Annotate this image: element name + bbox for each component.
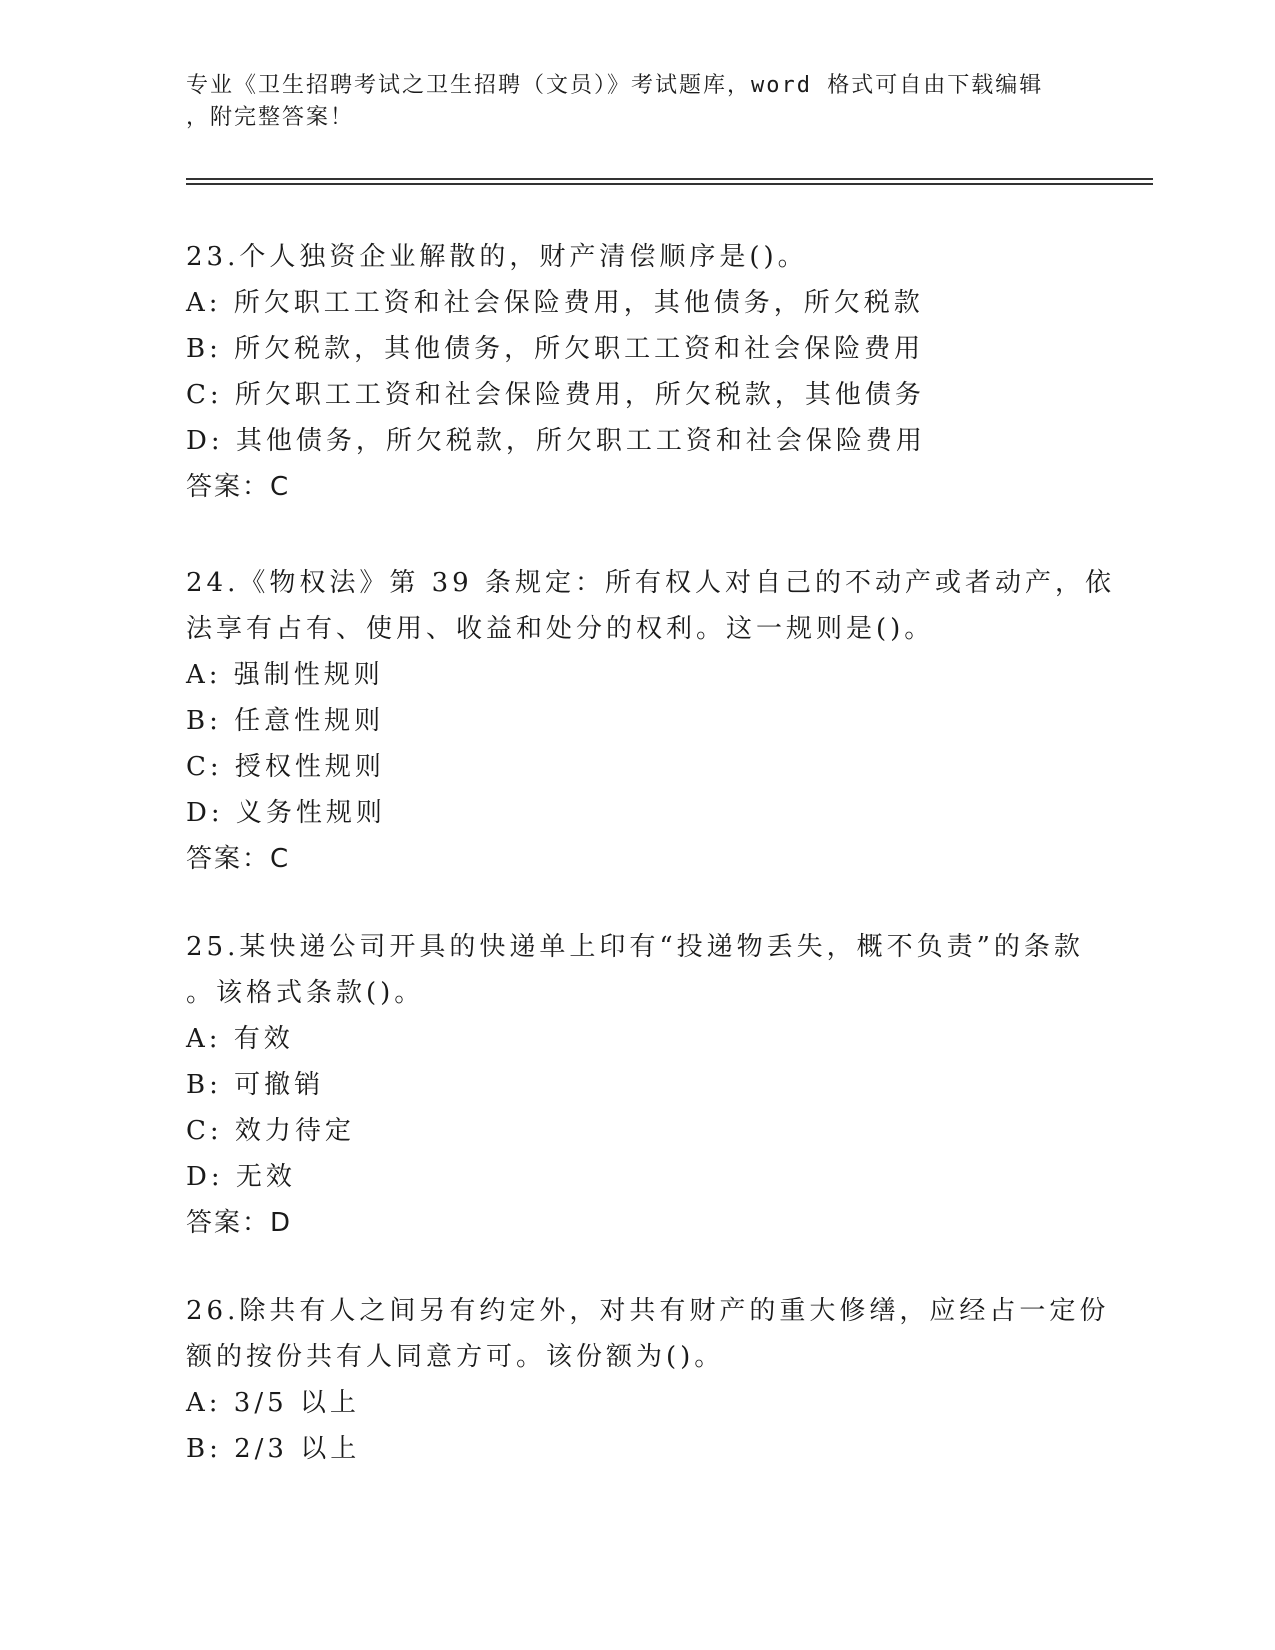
header-divider-top: [186, 178, 1153, 180]
option-b: B: 2/3 以上: [186, 1434, 361, 1464]
option-a: A: 所欠职工工资和社会保险费用，其他债务，所欠税款: [186, 288, 924, 318]
question-text: 额的按份共有人同意方可。该份额为()。: [186, 1342, 725, 1372]
question-26: [186, 1288, 1110, 1472]
question-text: 23.个人独资企业解散的，财产清偿顺序是()。: [186, 242, 808, 272]
document-header: [186, 70, 1086, 134]
question-25: [186, 924, 1086, 1246]
option-d: D: 其他债务，所欠税款，所欠职工工资和社会保险费用: [186, 426, 926, 456]
option-b: B: 任意性规则: [186, 706, 385, 736]
option-c: C: 效力待定: [186, 1116, 355, 1146]
header-line-1: 专业《卫生招聘考试之卫生招聘（文员）》考试题库，word 格式可自由下载编辑: [186, 73, 1044, 98]
option-a: A: 强制性规则: [186, 660, 384, 690]
answer: 答案：C: [186, 472, 291, 502]
question-text: 25.某快递公司开具的快递单上印有“投递物丢失，概不负责”的条款: [186, 932, 1084, 962]
question-23: [186, 234, 1086, 510]
option-b: B: 可撤销: [186, 1070, 325, 1100]
option-a: A: 3/5 以上: [186, 1388, 360, 1418]
option-d: D: 义务性规则: [186, 798, 386, 828]
option-b: B: 所欠税款，其他债务，所欠职工工资和社会保险费用: [186, 334, 925, 364]
header-line-2: ，附完整答案！: [186, 105, 355, 130]
answer: 答案：D: [186, 1208, 293, 1238]
answer: 答案：C: [186, 844, 291, 874]
question-text: 24.《物权法》第 39 条规定：所有权人对自己的不动产或者动产，依: [186, 568, 1115, 598]
option-a: A: 有效: [186, 1024, 294, 1054]
option-d: D: 无效: [186, 1162, 296, 1192]
question-text: 26.除共有人之间另有约定外，对共有财产的重大修缮，应经占一定份: [186, 1296, 1110, 1326]
option-c: C: 所欠职工工资和社会保险费用，所欠税款，其他债务: [186, 380, 925, 410]
question-24: [186, 560, 1115, 882]
question-text: 法享有占有、使用、收益和处分的权利。这一规则是()。: [186, 614, 935, 644]
header-divider-bottom: [186, 183, 1153, 185]
question-text: 。该格式条款()。: [186, 978, 425, 1008]
option-c: C: 授权性规则: [186, 752, 385, 782]
